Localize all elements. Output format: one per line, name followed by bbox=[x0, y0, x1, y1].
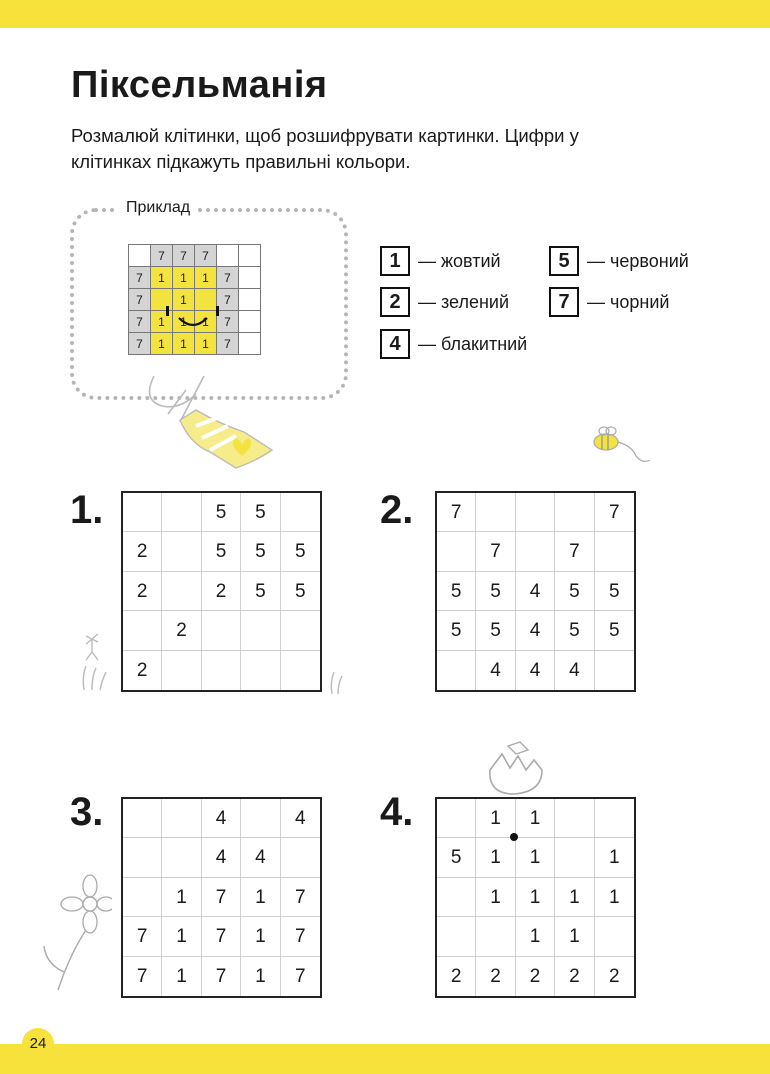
grid-cell[interactable]: 5 bbox=[595, 572, 634, 611]
grid-cell[interactable] bbox=[281, 611, 320, 650]
legend-number-box: 1 bbox=[380, 246, 410, 276]
grid-cell[interactable] bbox=[162, 493, 201, 532]
top-yellow-band bbox=[0, 0, 770, 28]
example-cell: 7 bbox=[217, 311, 239, 333]
bottom-yellow-band bbox=[0, 1044, 770, 1074]
grid-cell[interactable] bbox=[281, 493, 320, 532]
legend-label: — жовтий bbox=[418, 250, 501, 271]
grid-cell[interactable]: 5 bbox=[241, 572, 280, 611]
grid-cell[interactable] bbox=[555, 838, 594, 877]
grid-cell[interactable]: 1 bbox=[516, 917, 555, 956]
grid-cell[interactable]: 1 bbox=[162, 878, 201, 917]
flower-icon bbox=[40, 872, 112, 998]
grid-cell[interactable] bbox=[281, 838, 320, 877]
example-cell: 7 bbox=[217, 267, 239, 289]
legend-label: — червоний bbox=[587, 250, 689, 271]
grid-cell[interactable]: 5 bbox=[202, 493, 241, 532]
puzzle-3-number: 3. bbox=[70, 790, 104, 834]
grid-cell[interactable]: 4 bbox=[516, 572, 555, 611]
grid-cell[interactable] bbox=[162, 572, 201, 611]
grid-cell[interactable] bbox=[123, 838, 162, 877]
legend-item-2 bbox=[380, 287, 509, 317]
grid-cell[interactable]: 2 bbox=[123, 532, 162, 571]
puzzle-2-grid[interactable] bbox=[435, 491, 636, 692]
grid-cell[interactable]: 5 bbox=[476, 611, 515, 650]
grid-cell[interactable]: 4 bbox=[476, 651, 515, 690]
legend-label: — зелений bbox=[418, 291, 510, 312]
grid-cell[interactable]: 4 bbox=[241, 838, 280, 877]
grid-cell[interactable] bbox=[162, 532, 201, 571]
dot-mark bbox=[510, 833, 518, 841]
instructions-text: Розмалюй клітинки, щоб розшифрувати картинки. Цифри у клітинках підкажуть правильні кольори. bbox=[71, 125, 579, 172]
grid-cell[interactable] bbox=[437, 878, 476, 917]
grid-cell[interactable]: 5 bbox=[241, 493, 280, 532]
grid-cell[interactable]: 4 bbox=[516, 651, 555, 690]
page-number: 24 bbox=[22, 1028, 54, 1060]
grid-cell[interactable] bbox=[595, 651, 634, 690]
legend-item-4 bbox=[380, 329, 527, 359]
grid-cell[interactable]: 2 bbox=[123, 651, 162, 690]
grid-cell[interactable]: 1 bbox=[241, 957, 280, 996]
grid-cell[interactable]: 2 bbox=[476, 957, 515, 996]
grid-cell[interactable]: 1 bbox=[555, 878, 594, 917]
grid-cell[interactable]: 5 bbox=[595, 611, 634, 650]
legend-label: — блакитний bbox=[418, 333, 528, 354]
grid-cell[interactable] bbox=[241, 799, 280, 838]
grid-cell[interactable] bbox=[123, 799, 162, 838]
example-cell: 1 bbox=[195, 311, 217, 333]
grid-cell[interactable]: 4 bbox=[516, 611, 555, 650]
example-cell: 1 bbox=[173, 267, 195, 289]
grid-cell[interactable]: 5 bbox=[202, 532, 241, 571]
example-cell: 7 bbox=[217, 333, 239, 355]
legend-item-7 bbox=[549, 287, 669, 317]
grid-cell[interactable]: 5 bbox=[241, 532, 280, 571]
example-label: Приклад bbox=[118, 199, 198, 217]
grid-cell[interactable] bbox=[241, 611, 280, 650]
example-cell: 1 bbox=[151, 311, 173, 333]
grid-cell[interactable]: 7 bbox=[437, 493, 476, 532]
grid-cell[interactable]: 1 bbox=[476, 799, 515, 838]
bee-icon bbox=[588, 424, 658, 464]
example-cell: 7 bbox=[129, 289, 151, 311]
grid-cell[interactable] bbox=[595, 799, 634, 838]
example-cell: 1 bbox=[173, 311, 195, 333]
legend-item-5 bbox=[549, 246, 689, 276]
legend-number-box: 7 bbox=[549, 287, 579, 317]
grid-cell[interactable]: 7 bbox=[281, 917, 320, 956]
grid-cell[interactable]: 4 bbox=[281, 799, 320, 838]
grid-cell[interactable] bbox=[202, 611, 241, 650]
grass-icon bbox=[76, 626, 116, 692]
grid-cell[interactable]: 5 bbox=[437, 838, 476, 877]
grid-cell[interactable]: 1 bbox=[595, 878, 634, 917]
grid-cell[interactable]: 2 bbox=[123, 572, 162, 611]
legend-number-box: 5 bbox=[549, 246, 579, 276]
grass-icon bbox=[326, 668, 346, 696]
grid-cell[interactable]: 7 bbox=[555, 532, 594, 571]
example-smile-icon bbox=[158, 296, 228, 336]
grid-cell[interactable]: 7 bbox=[202, 917, 241, 956]
grid-cell[interactable]: 5 bbox=[555, 572, 594, 611]
grid-cell[interactable]: 5 bbox=[281, 572, 320, 611]
grid-cell[interactable] bbox=[555, 799, 594, 838]
eggshell-icon bbox=[480, 740, 552, 798]
page-title: Піксельманія bbox=[71, 64, 328, 106]
example-cell: 1 bbox=[173, 289, 195, 311]
grid-cell[interactable]: 1 bbox=[476, 838, 515, 877]
grid-cell[interactable]: 7 bbox=[202, 878, 241, 917]
grid-cell[interactable]: 1 bbox=[516, 799, 555, 838]
grid-cell[interactable] bbox=[595, 532, 634, 571]
grid-cell[interactable]: 7 bbox=[202, 957, 241, 996]
grid-cell[interactable]: 1 bbox=[555, 917, 594, 956]
grid-cell[interactable]: 4 bbox=[555, 651, 594, 690]
example-cell bbox=[239, 333, 261, 355]
grid-cell[interactable]: 5 bbox=[437, 611, 476, 650]
example-cell: 7 bbox=[195, 245, 217, 267]
grid-cell[interactable] bbox=[123, 493, 162, 532]
grid-cell[interactable] bbox=[202, 651, 241, 690]
grid-cell[interactable]: 5 bbox=[555, 611, 594, 650]
grid-cell[interactable]: 2 bbox=[202, 572, 241, 611]
grid-cell[interactable]: 7 bbox=[123, 957, 162, 996]
grid-cell[interactable]: 5 bbox=[476, 572, 515, 611]
puzzle-3-grid[interactable] bbox=[121, 797, 322, 998]
grid-cell[interactable]: 2 bbox=[162, 611, 201, 650]
grid-cell[interactable]: 7 bbox=[281, 878, 320, 917]
grid-cell[interactable]: 5 bbox=[437, 572, 476, 611]
grid-cell[interactable] bbox=[555, 493, 594, 532]
example-cell bbox=[239, 245, 261, 267]
grid-cell[interactable]: 7 bbox=[476, 532, 515, 571]
example-cell: 7 bbox=[173, 245, 195, 267]
grid-cell[interactable] bbox=[437, 651, 476, 690]
example-cell: 1 bbox=[151, 333, 173, 355]
grid-cell[interactable]: 1 bbox=[595, 838, 634, 877]
puzzle-4-grid[interactable] bbox=[435, 797, 636, 998]
grid-cell[interactable] bbox=[476, 917, 515, 956]
grid-cell[interactable]: 1 bbox=[241, 917, 280, 956]
grid-cell[interactable]: 5 bbox=[281, 532, 320, 571]
grid-cell[interactable] bbox=[595, 917, 634, 956]
grid-cell[interactable]: 2 bbox=[516, 957, 555, 996]
grid-cell[interactable]: 1 bbox=[476, 878, 515, 917]
example-cell bbox=[239, 311, 261, 333]
example-cell: 7 bbox=[129, 333, 151, 355]
example-cell: 7 bbox=[129, 311, 151, 333]
puzzle-1-number: 1. bbox=[70, 488, 104, 532]
grid-cell[interactable] bbox=[437, 532, 476, 571]
puzzle-2-number: 2. bbox=[380, 488, 414, 532]
grid-cell[interactable]: 1 bbox=[516, 838, 555, 877]
grid-cell[interactable] bbox=[437, 799, 476, 838]
grid-cell[interactable] bbox=[476, 493, 515, 532]
grid-cell[interactable]: 2 bbox=[608, 965, 620, 987]
knitting-character-icon bbox=[140, 370, 280, 475]
grid-cell[interactable]: 1 bbox=[516, 878, 555, 917]
grid-cell[interactable] bbox=[162, 799, 201, 838]
grid-cell[interactable]: 1 bbox=[241, 878, 280, 917]
grid-cell[interactable] bbox=[241, 651, 280, 690]
grid-cell[interactable]: 2 bbox=[555, 957, 594, 996]
legend-number-box: 2 bbox=[380, 287, 410, 317]
grid-cell[interactable]: 7 bbox=[595, 493, 634, 532]
example-cell: 7 bbox=[129, 267, 151, 289]
puzzle-4-number: 4. bbox=[380, 790, 414, 834]
grid-cell[interactable]: 1 bbox=[162, 957, 201, 996]
example-cell: 1 bbox=[195, 267, 217, 289]
legend-label: — чорний bbox=[587, 291, 670, 312]
grid-cell[interactable]: 7 bbox=[123, 917, 162, 956]
example-cell bbox=[239, 289, 261, 311]
legend-item-1 bbox=[380, 246, 501, 276]
grid-cell[interactable]: 2 bbox=[437, 957, 476, 996]
grid-cell[interactable] bbox=[516, 493, 555, 532]
grid-cell[interactable] bbox=[516, 532, 555, 571]
example-cell: 7 bbox=[151, 245, 173, 267]
grid-cell[interactable]: 4 bbox=[202, 838, 241, 877]
grid-cell[interactable]: 4 bbox=[202, 799, 241, 838]
example-cell bbox=[129, 245, 151, 267]
example-cell: 1 bbox=[151, 267, 173, 289]
grid-cell[interactable] bbox=[437, 917, 476, 956]
grid-cell[interactable] bbox=[162, 838, 201, 877]
grid-cell[interactable] bbox=[123, 611, 162, 650]
example-cell: 1 bbox=[195, 333, 217, 355]
grid-cell[interactable] bbox=[162, 651, 201, 690]
grid-cell[interactable]: 1 bbox=[162, 917, 201, 956]
grid-cell[interactable] bbox=[123, 878, 162, 917]
puzzle-1-grid[interactable] bbox=[121, 491, 322, 692]
example-cell bbox=[217, 245, 239, 267]
legend-number-box: 4 bbox=[380, 329, 410, 359]
grid-cell[interactable] bbox=[281, 651, 320, 690]
example-cell: 7 bbox=[217, 289, 239, 311]
example-cell: 1 bbox=[173, 333, 195, 355]
grid-cell[interactable]: 7 bbox=[294, 965, 306, 987]
example-cell bbox=[239, 267, 261, 289]
